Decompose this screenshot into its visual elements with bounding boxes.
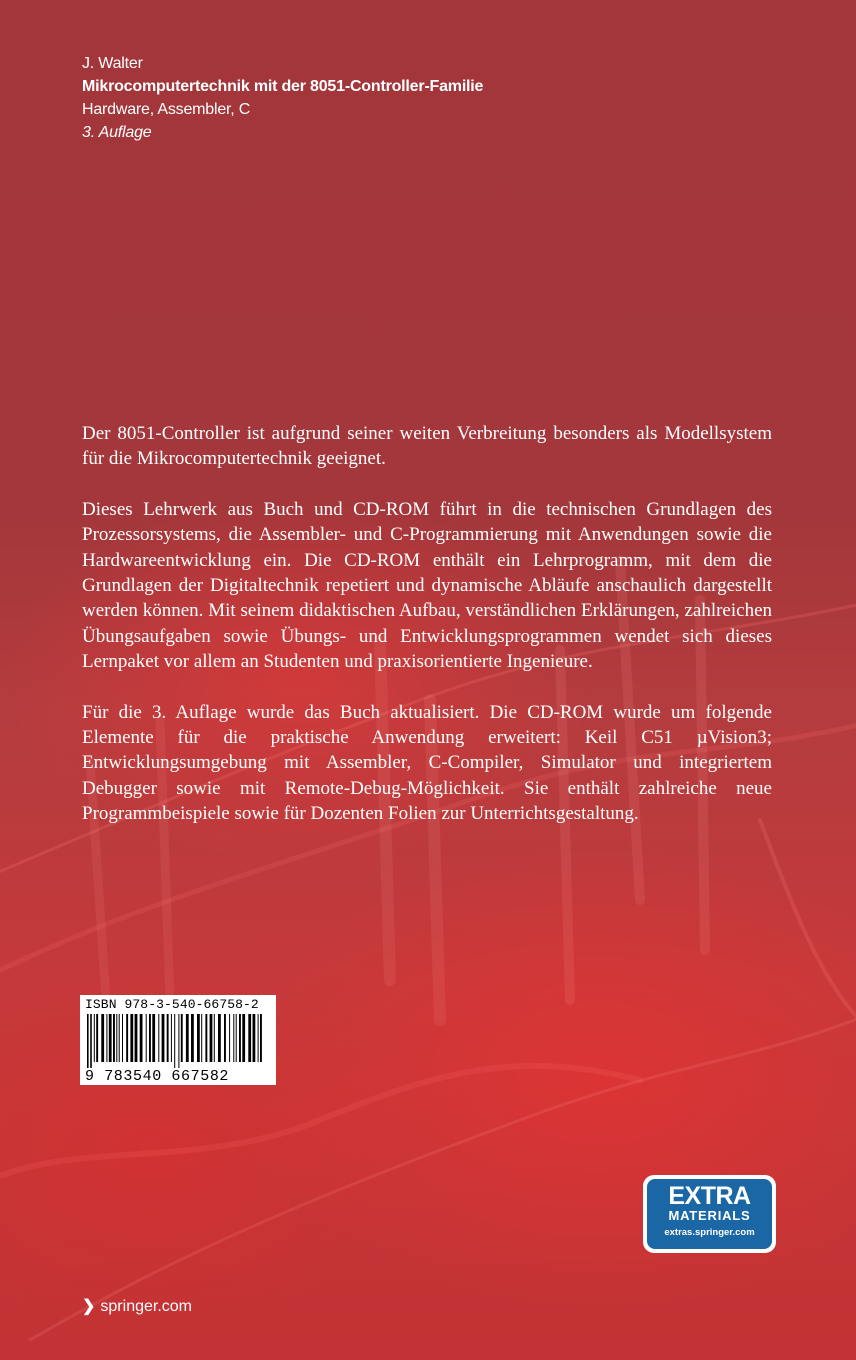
barcode-bar [113, 1014, 115, 1062]
barcode-bar [197, 1014, 200, 1062]
barcode-bar [96, 1014, 98, 1062]
barcode-bar [140, 1014, 143, 1062]
barcode-bars [85, 1014, 271, 1068]
blurb-text [82, 421, 772, 852]
barcode-bar [106, 1014, 107, 1062]
springer-link[interactable] [82, 1296, 192, 1316]
book-subtitle: Hardware, Assembler, C [82, 101, 251, 118]
barcode-bar [229, 1014, 230, 1062]
barcode-bar [162, 1014, 165, 1062]
barcode-bar [191, 1014, 194, 1062]
barcode-bar [174, 1014, 175, 1068]
barcode-bar [239, 1014, 241, 1062]
barcode-bar [236, 1014, 237, 1062]
barcode-bar [210, 1014, 213, 1062]
barcode-bar [248, 1014, 251, 1062]
isbn-barcode [80, 995, 276, 1085]
barcode-bar [181, 1014, 183, 1062]
barcode-bar [130, 1014, 133, 1062]
book-title: Mikrocomputertechnik mit der 8051-Controller-Familie [82, 78, 484, 95]
barcode-bar [205, 1014, 207, 1062]
barcode-bar [171, 1014, 172, 1062]
barcode-bar [178, 1014, 179, 1068]
barcode-bar [167, 1014, 169, 1062]
barcode-bar [101, 1014, 104, 1062]
chevron-right-icon: ❯ [82, 1298, 96, 1315]
barcode-bar [233, 1014, 234, 1062]
barcode-bar [109, 1014, 112, 1062]
barcode-digits: 9 783540 667582 [85, 1068, 230, 1085]
barcode-bar [186, 1014, 189, 1062]
barcode-bar [158, 1014, 159, 1062]
barcode-bar [126, 1014, 128, 1062]
book-header [82, 52, 483, 144]
author: J. Walter [82, 55, 143, 72]
blurb-paragraph: Für die 3. Auflage wurde das Buch aktualisiert. Die CD-ROM wurde um folgende Elemente für die praktische Anwendung erweitert: Keil C51 µVision3; Entwicklungsumgebung mit Assembler, C-Compiler, Simulator und integriertem Debugger sowie mit Remote-Debug-Möglichkeit. Sie enthält zahlreiche neue Programmbeispiele sowie für Dozenten Folien zur Unterrichtsgestaltung. [82, 701, 772, 825]
barcode-bar [214, 1014, 215, 1062]
barcode-bar [119, 1014, 120, 1062]
springer-site: springer.com [100, 1298, 192, 1315]
barcode-bar [146, 1014, 147, 1062]
blurb-paragraph: Der 8051-Controller ist aufgrund seiner weiten Verbreitung besonders als Modellsystem für die Mikrocomputertechnik geeignet. [82, 423, 772, 470]
edition: 3. Auflage [82, 124, 152, 141]
extras-url: extras.springer.com [664, 1227, 755, 1238]
isbn-label: ISBN 978-3-540-66758-2 [85, 997, 259, 1012]
barcode-bar [116, 1014, 117, 1062]
extra-label: EXTRA [668, 1182, 751, 1210]
barcode-bar [260, 1014, 262, 1062]
barcode-bar [152, 1014, 155, 1062]
barcode-bar [253, 1014, 256, 1062]
barcode-bar [218, 1014, 221, 1062]
barcode-bar [90, 1014, 92, 1068]
barcode-bar [87, 1014, 89, 1068]
barcode-bar [201, 1014, 202, 1062]
blurb-paragraph: Dieses Lehrwerk aus Buch und CD-ROM führt in die technischen Grundlagen des Prozessorsystems, die Assembler- und C-Programmierung mit Anwendungen sowie die Hardwareentwicklung ein. Die CD-ROM enthält ein Lehrprogramm, mit dem die Grundlagen der Digitaltechnik repetiert und dynamische Abläufe anschaulich dargestellt werden können. Mit seinem didaktischen Aufbau, verständlichen Erklärungen, zahlreichen Übungsaufgaben sowie Übungs- und Entwicklungsprogrammen wendet sich dieses Lernpaket vor allem an Studenten und praxisorientierte Ingenieure. [82, 498, 772, 673]
barcode-bar [122, 1014, 123, 1062]
barcode-bar [258, 1014, 259, 1062]
barcode-bar [149, 1014, 151, 1062]
barcode-bar [135, 1014, 138, 1062]
barcode-bar [94, 1014, 95, 1062]
extra-materials-logo [647, 1179, 772, 1249]
extra-materials-badge[interactable] [643, 1175, 776, 1253]
materials-label: MATERIALS [668, 1208, 751, 1223]
barcode-bar [242, 1014, 245, 1062]
barcode-bar [224, 1014, 226, 1062]
